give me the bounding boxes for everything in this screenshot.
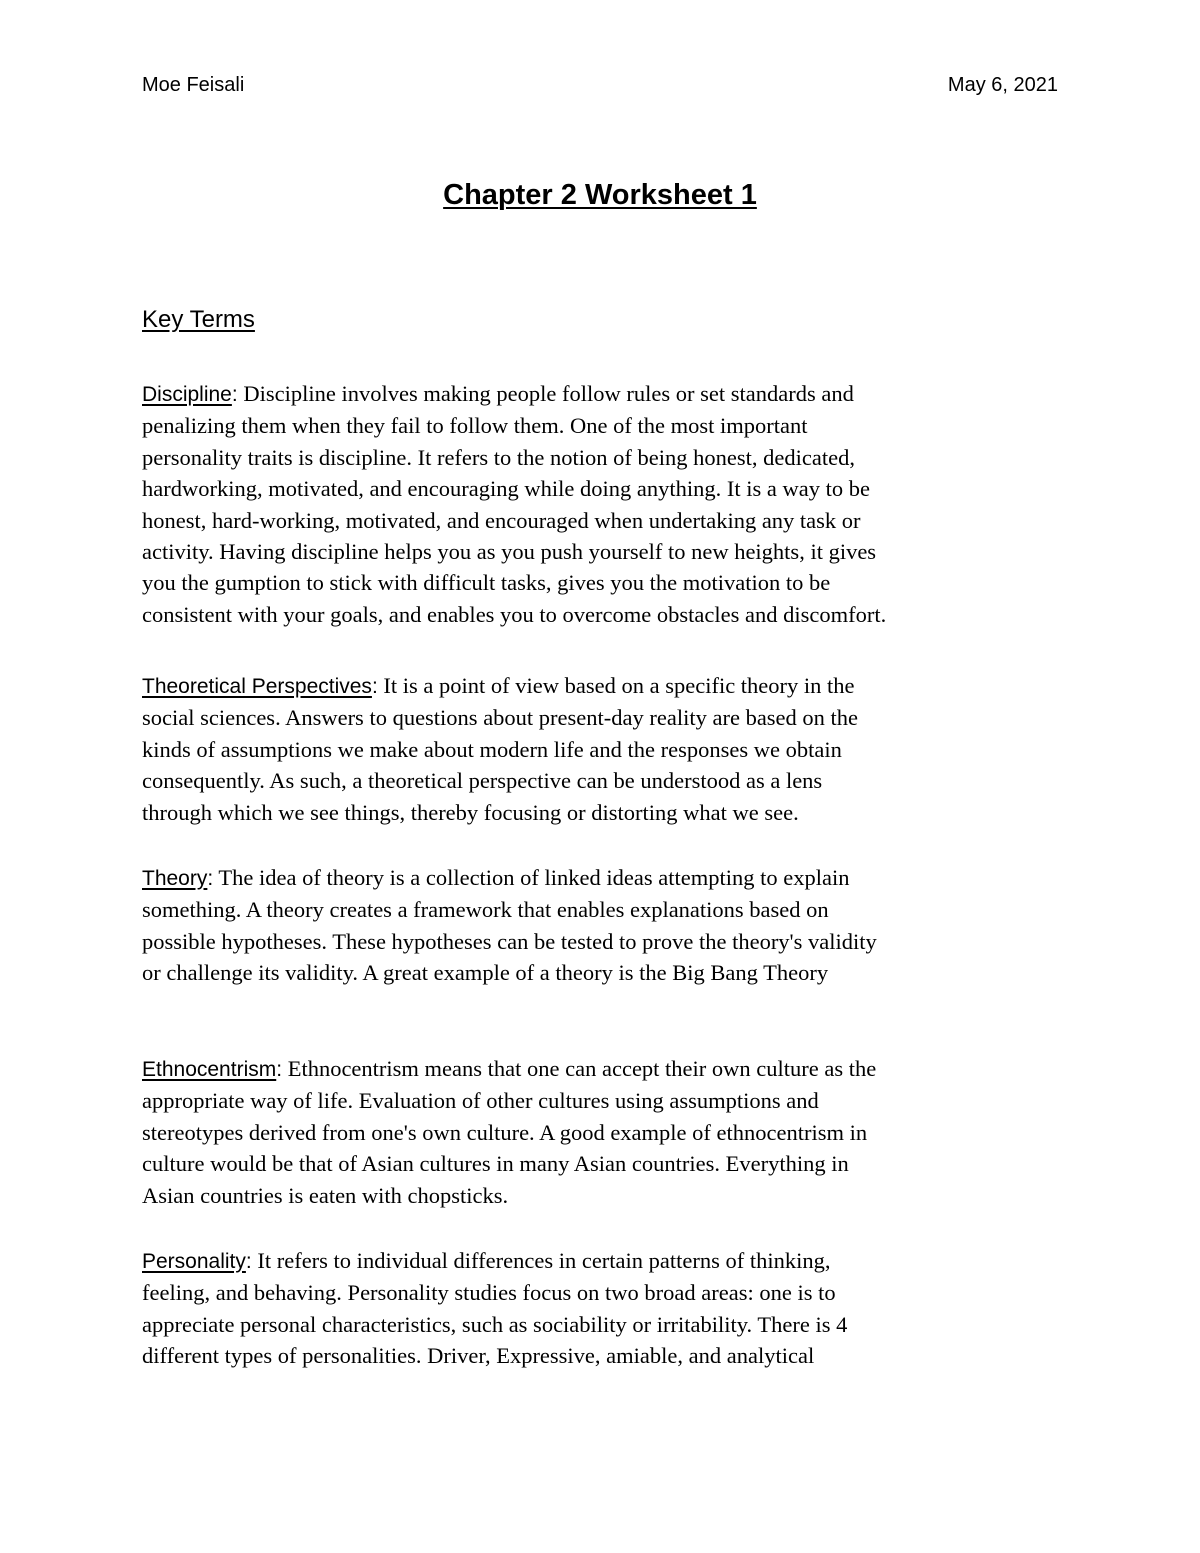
entry-line: appropriate way of life. Evaluation of other cultures using assumptions and [142,1088,819,1114]
term-label: Theoretical Perspectives [142,675,372,698]
section-heading-key-terms: Key Terms [142,306,255,333]
entry-line: hardworking, motivated, and encouraging while doing anything. It is a way to be [142,476,870,502]
document-date: May 6, 2021 [947,74,1058,96]
entry-line: penalizing them when they fail to follow them. One of the most important [142,413,808,439]
entry-line: or challenge its validity. A great example of a theory is the Big Bang Theory [142,960,829,986]
entry-line: Discipline: Discipline involves making people follow rules or set standards and [142,381,854,406]
entry-line: honest, hard-working, motivated, and encouraged when undertaking any task or [142,507,861,533]
entry-line: stereotypes derived from one's own culture. A good example of ethnocentrism in [142,1119,868,1145]
entry-line: consistent with your goals, and enables you to overcome obstacles and discomfort. [142,601,887,627]
entry-line: personality traits is discipline. It refers to the notion of being honest, dedicated, [142,444,855,470]
entry-line: Theoretical Perspectives: It is a point of view based on a specific theory in the [142,673,855,698]
entry-line: culture would be that of Asian cultures in many Asian countries. Everything in [142,1151,849,1177]
page-title-text: Chapter 2 Worksheet 1 [443,179,757,211]
term-entry-personality [142,1245,1077,1372]
term-label: Personality [142,1250,246,1273]
entry-line: Personality: It refers to individual differences in certain patterns of thinking, [142,1248,831,1273]
author-name: Moe Feisali [142,74,245,96]
term-label: Ethnocentrism [142,1058,277,1081]
term-entry-theory [142,862,1077,989]
term-entry-discipline [142,378,1077,630]
entry-line: kinds of assumptions we make about modern life and the responses we obtain [142,736,842,762]
entry-line: social sciences. Answers to questions about present-day reality are based on the [142,705,859,731]
entry-line: possible hypotheses. These hypotheses can be tested to prove the theory's validity [142,928,877,954]
entry-line: something. A theory creates a framework that enables explanations based on [142,897,829,923]
entry-line: appreciate personal characteristics, such as sociability or irritability. There is 4 [142,1311,848,1337]
entry-line: you the gumption to stick with difficult tasks, gives you the motivation to be [142,570,831,596]
entry-line: Ethnocentrism: Ethnocentrism means that one can accept their own culture as the [142,1056,877,1081]
term-label: Theory [142,867,208,890]
entry-line: consequently. As such, a theoretical perspective can be understood as a lens [142,768,823,794]
term-label: Discipline [142,383,232,406]
entry-line: activity. Having discipline helps you as you push yourself to new heights, it gives [142,539,877,565]
entry-line: Asian countries is eaten with chopsticks. [142,1182,509,1208]
entry-line: Theory: The idea of theory is a collection of linked ideas attempting to explain [142,865,850,890]
entry-line: feeling, and behaving. Personality studies focus on two broad areas: one is to [142,1280,836,1306]
entry-line: through which we see things, thereby focusing or distorting what we see. [142,799,799,825]
page-title [0,175,1200,215]
term-entry-ethnocentrism [142,1053,1077,1211]
term-entry-theoretical-perspectives [142,670,1077,828]
entry-line: different types of personalities. Driver, Expressive, amiable, and analytical [142,1343,815,1369]
